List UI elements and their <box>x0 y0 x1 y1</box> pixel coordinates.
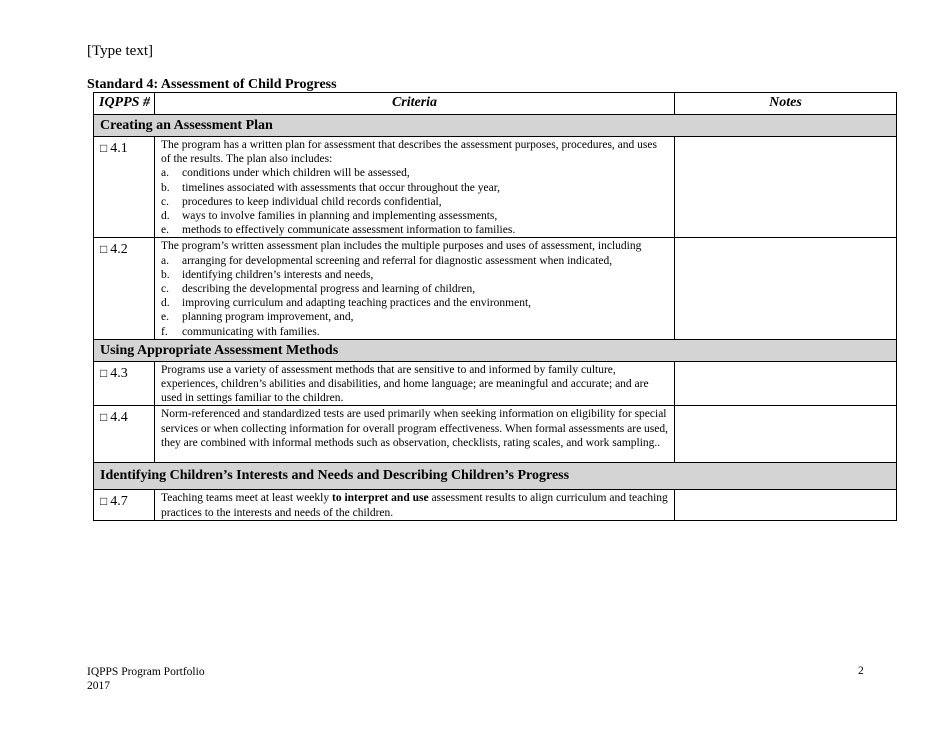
checkbox-icon[interactable]: □ <box>100 410 108 425</box>
checkbox-icon[interactable]: □ <box>100 141 108 155</box>
iqpps-number: 4.2 <box>110 242 128 258</box>
checkbox-icon[interactable]: □ <box>100 242 108 257</box>
list-item-text: timelines associated with assessments that occur throughout the year, <box>182 181 500 194</box>
iqpps-number: 4.7 <box>110 494 128 510</box>
iqpps-number-cell <box>94 238 155 339</box>
list-item-text: improving curriculum and adapting teaching practices and the environment, <box>182 297 532 310</box>
page-number: 2 <box>858 665 864 677</box>
checkbox-icon[interactable]: □ <box>100 494 108 509</box>
list-item-text: describing the developmental progress and learning of children, <box>182 283 476 296</box>
list-item-text: procedures to keep individual child records confidential, <box>182 195 442 208</box>
footer-year: 2017 <box>87 680 110 692</box>
iqpps-number-cell <box>94 137 155 238</box>
list-item <box>161 254 669 268</box>
table-row-4-4 <box>94 406 897 463</box>
list-item <box>161 268 669 282</box>
list-item-label: f. <box>161 325 168 338</box>
criteria-intro: The program’s written assessment plan includes the multiple purposes and uses of assessment, including <box>161 240 642 253</box>
header-iqpps-number: IQPPS # <box>94 93 155 115</box>
list-item-label: d. <box>161 210 170 223</box>
section-row <box>94 463 897 490</box>
footer-left <box>87 665 205 693</box>
header-criteria: Criteria <box>155 93 675 115</box>
list-item-label: b. <box>161 268 170 281</box>
list-item-label: e. <box>161 311 169 324</box>
iqpps-number: 4.4 <box>110 410 128 426</box>
criteria-cell <box>155 238 675 339</box>
section-title-creating-plan: Creating an Assessment Plan <box>94 115 897 137</box>
list-item-text: conditions under which children will be assessed, <box>182 167 410 180</box>
criteria-text: Teaching teams meet at least weekly <box>161 492 332 505</box>
checkbox-icon[interactable]: □ <box>100 365 108 380</box>
iqpps-number: 4.3 <box>110 365 128 381</box>
list-item-label: e. <box>161 224 169 237</box>
list-item <box>161 223 669 237</box>
iqpps-number: 4.1 <box>110 141 128 156</box>
table-row-4-1 <box>94 137 897 238</box>
list-item <box>161 181 669 195</box>
section-title-assessment-methods: Using Appropriate Assessment Methods <box>94 339 897 361</box>
list-item <box>161 296 669 310</box>
list-item <box>161 282 669 296</box>
notes-cell[interactable] <box>675 238 897 339</box>
list-item-label: a. <box>161 167 169 180</box>
list-item <box>161 310 669 324</box>
table-row-4-7 <box>94 490 897 520</box>
table-row-4-2 <box>94 238 897 339</box>
notes-cell[interactable] <box>675 361 897 406</box>
header-notes: Notes <box>675 93 897 115</box>
section-row <box>94 115 897 137</box>
list-item-text: identifying children’s interests and needs, <box>182 268 374 281</box>
criteria-cell <box>155 490 675 520</box>
list-item-text: ways to involve families in planning and implementing assessments, <box>182 210 498 223</box>
list-item-label: d. <box>161 297 170 310</box>
list-item-label: c. <box>161 283 169 296</box>
notes-cell[interactable] <box>675 137 897 238</box>
criteria-intro: The program has a written plan for assessment that describes the assessment purposes, procedures, and uses of the results. The plan also includes: <box>161 139 657 166</box>
table-header-row <box>94 93 897 115</box>
header-placeholder-text: [Type text] <box>87 43 154 59</box>
notes-cell[interactable] <box>675 406 897 463</box>
list-item <box>161 325 669 339</box>
list-item <box>161 195 669 209</box>
standard-title: Standard 4: Assessment of Child Progress <box>87 77 337 92</box>
list-item-label: b. <box>161 181 170 194</box>
list-item-text: methods to effectively communicate assessment information to families. <box>182 224 516 237</box>
list-item <box>161 166 669 180</box>
table-row-4-3 <box>94 361 897 406</box>
notes-cell[interactable] <box>675 490 897 520</box>
list-item-label: a. <box>161 254 169 267</box>
criteria-cell: Programs use a variety of assessment methods that are sensitive to and informed by family culture, experiences, children’s abilities and disabilities, and home language; are meaningful and accurate; and are used in settings familiar to the children. <box>155 361 675 406</box>
criteria-table <box>93 92 897 521</box>
footer-portfolio-name: IQPPS Program Portfolio <box>87 666 205 678</box>
criteria-text: assessment results to align curriculum and teaching practices to the interests and needs of the children. <box>161 492 668 519</box>
criteria-bold-text: to interpret and use <box>331 492 429 505</box>
iqpps-number-cell <box>94 490 155 520</box>
list-item-text: arranging for developmental screening and referral for diagnostic assessment when indicated, <box>182 254 613 267</box>
iqpps-number-cell <box>94 361 155 406</box>
list-item-text: planning program improvement, and, <box>182 311 354 324</box>
list-item-label: c. <box>161 195 169 208</box>
section-row <box>94 339 897 361</box>
section-title-interests-needs: Identifying Children’s Interests and Needs and Describing Children’s Progress <box>94 463 897 490</box>
list-item-text: communicating with families. <box>182 325 320 338</box>
criteria-cell <box>155 137 675 238</box>
criteria-cell: Norm-referenced and standardized tests are used primarily when seeking information on eligibility for special services or when collecting information for overall program effectiveness. When formal assessments are used, they are combined with informal methods such as observation, checklists, rating scales, and work sampling.. <box>155 406 675 463</box>
list-item <box>161 209 669 223</box>
iqpps-number-cell <box>94 406 155 463</box>
